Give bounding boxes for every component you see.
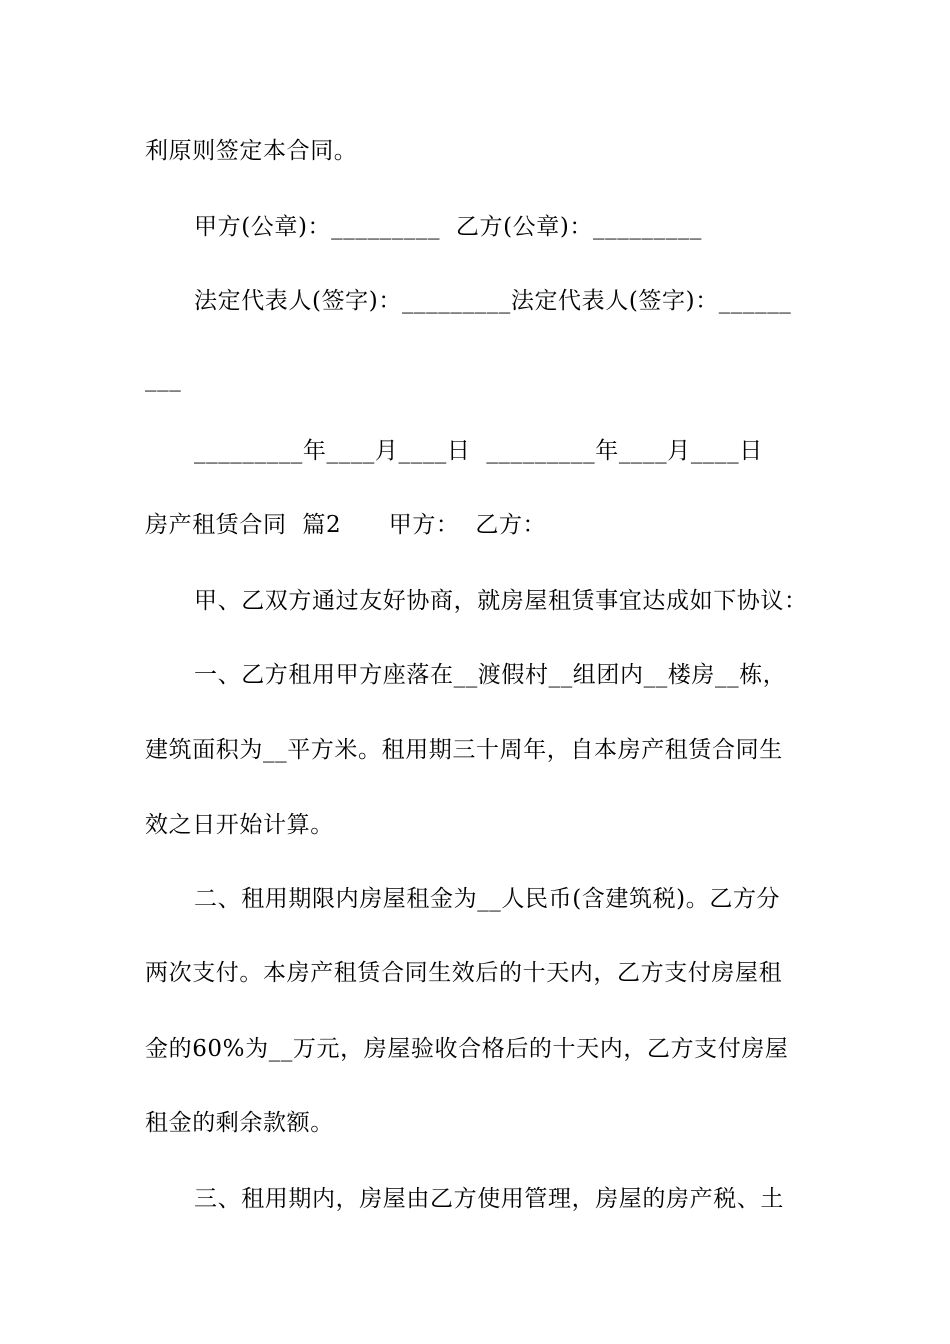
text-line-date-fields: _________年____月____日 _________年____月____日 (194, 438, 763, 464)
text-line-signature-overflow: ___ (145, 366, 182, 392)
clause-3-line-1: 三、租用期内，房屋由乙方使用管理，房屋的房产税、土 (194, 1186, 784, 1212)
text-line-seal-fields: 甲方(公章)：_________ 乙方(公章)：_________ (194, 214, 702, 240)
clause-2-line-2: 两次支付。本房产租赁合同生效后的十天内，乙方支付房屋租 (145, 960, 783, 986)
text-line-signature-fields: 法定代表人(签字)：_________法定代表人(签字)：______ (194, 288, 792, 314)
text-line-continuation: 利原则签定本合同。 (145, 138, 358, 164)
clause-1-line-1: 一、乙方租用甲方座落在__渡假村__组团内__楼房__栋， (194, 662, 787, 688)
clause-2-line-3: 金的60%为__万元，房屋验收合格后的十天内，乙方支付房屋 (145, 1036, 789, 1062)
section-heading-contract-2: 房产租赁合同 篇2 甲方： 乙方： (145, 512, 547, 538)
clause-1-line-3: 效之日开始计算。 (145, 812, 334, 838)
clause-2-line-1: 二、租用期限内房屋租金为__人民币(含建筑税)。乙方分 (194, 886, 781, 912)
text-line-preamble: 甲、乙双方通过友好协商，就房屋租赁事宜达成如下协议： (194, 588, 808, 614)
clause-2-line-4: 租金的剩余款额。 (145, 1110, 334, 1136)
clause-1-line-2: 建筑面积为__平方米。租用期三十周年，自本房产租赁合同生 (145, 737, 783, 763)
